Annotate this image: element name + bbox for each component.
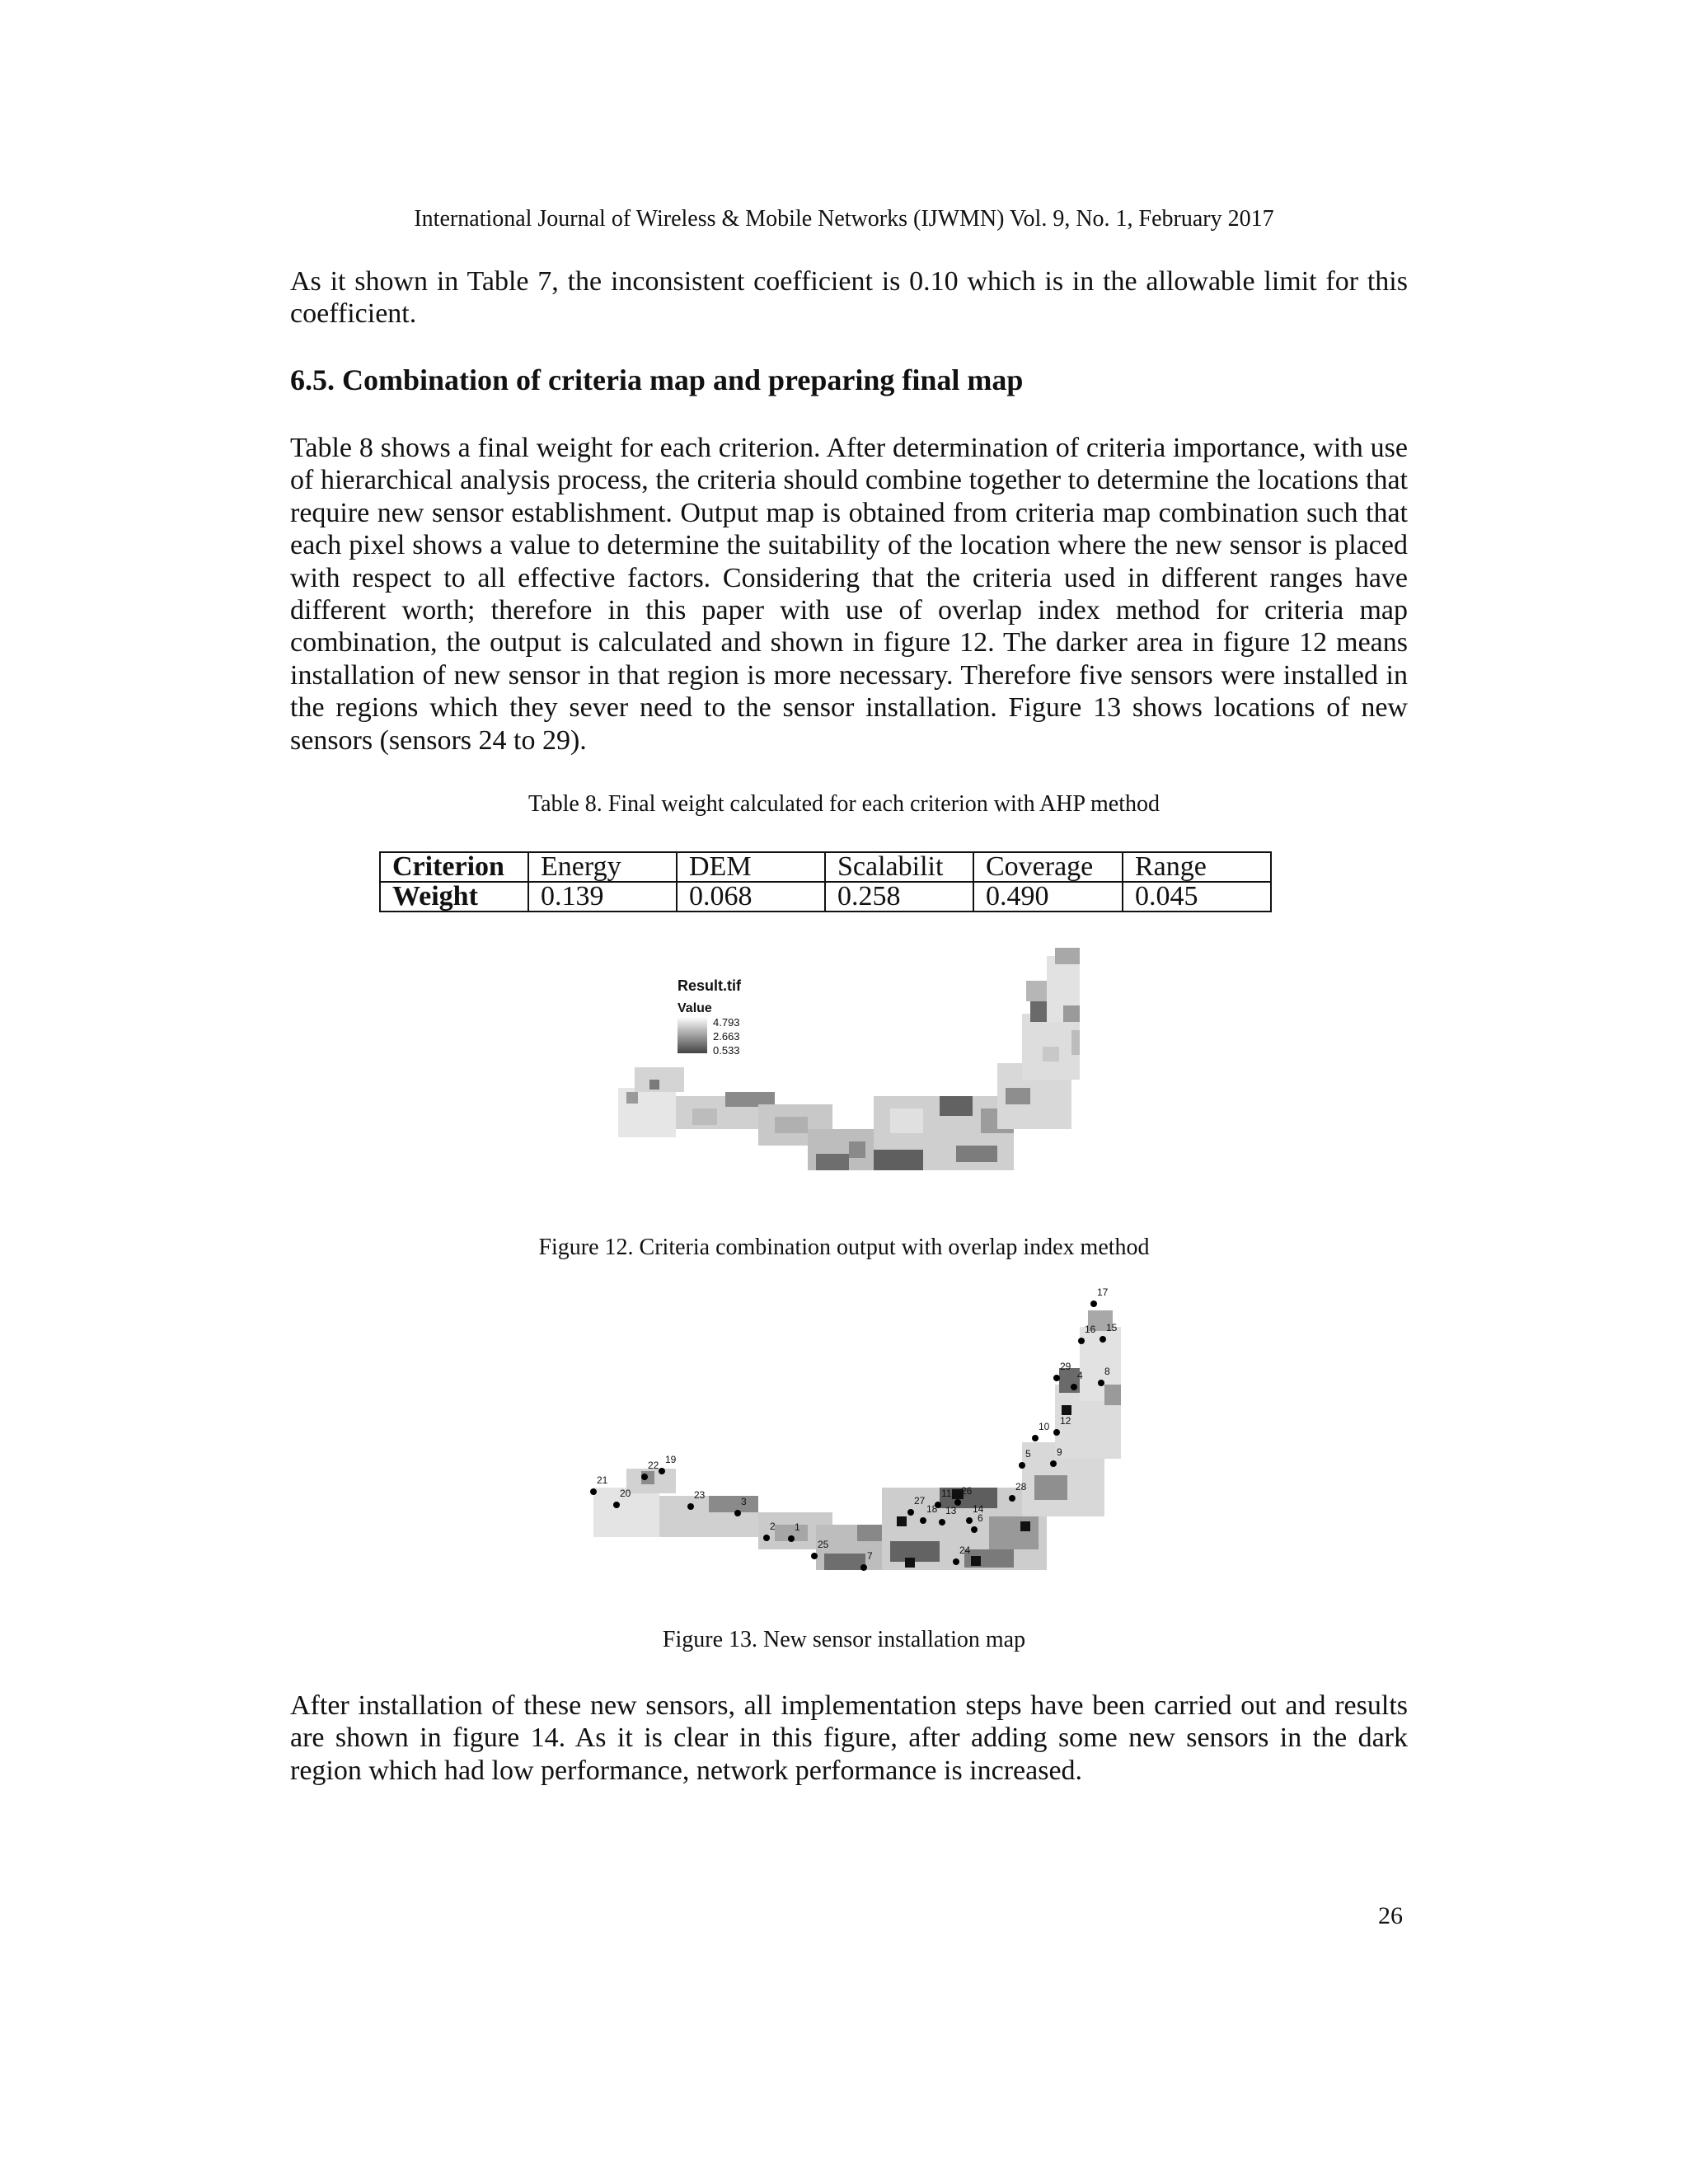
sensor-dot [1090,1301,1097,1307]
sensor-label: 10 [1039,1421,1050,1432]
table-weight-row [380,882,1271,912]
sensor-dot [763,1535,770,1541]
legend-high: 4.793 [713,1016,740,1029]
figure12-legend [678,977,742,1057]
sensor-dot [811,1553,818,1559]
sensor-dot [1053,1375,1060,1381]
sensor-dot [1078,1338,1085,1344]
criterion-energy-cell: Energy [528,852,677,882]
sensor-label: 6 [978,1512,983,1524]
sensor-dot [788,1535,795,1542]
sensor-dot [641,1474,648,1480]
sensor-label: 12 [1060,1415,1071,1427]
sensor-label: 7 [867,1550,873,1562]
sensor-label: 9 [1057,1446,1062,1458]
figure12-raster [610,931,1080,1195]
sensor-dot [1071,1384,1077,1390]
sensor-dot [1053,1429,1060,1436]
sensor-label: 13 [945,1505,957,1516]
legend-subtitle: Value [678,1001,712,1015]
figure12-caption: Figure 12. Criteria combination output with overlap index method [538,1235,1150,1260]
sensor-label: 17 [1097,1286,1109,1298]
sensor-label: 19 [665,1454,677,1465]
intro-paragraph: As it shown in Table 7, the inconsistent coefficient is 0.10 which is in the allowable limit for this coefficient. [290,266,1408,330]
sensor-dot [687,1503,694,1510]
sensor-dot [734,1510,741,1516]
weights-table [379,851,1272,912]
section-heading: 6.5. Combination of criteria map and preparing final map [290,363,1024,396]
section-paragraph: Table 8 shows a final weight for each criterion. After determination of criteria importance, with use of hierarchical analysis process, the criteria should combine together to determine the locations that require new sensor establishment. Output map is obtained from criteria map combination such that each pixel shows a value to determine the suitability of the location where the new sensor is placed with respect to all effective factors. Considering that the criteria used in different ranges have different worth; therefore in this paper with use of overlap index method for criteria map combination, the output is calculated and shown in figure 12. The darker area in figure 12 means installation of new sensor in that region is more necessary. Therefore five sensors were installed in the regions which they sever need to the sensor installation. Figure 13 shows locations of new sensors (sensors 24 to 29). [290,433,1408,756]
sensor-label: 26 [961,1485,973,1497]
sensor-label: 5 [1025,1448,1031,1460]
sensor-label: 23 [694,1489,706,1501]
figure13-shape [593,1310,1121,1570]
sensor-dot [1050,1460,1057,1467]
page-number: 26 [1378,1902,1403,1929]
sensor-dot [971,1526,978,1533]
weight-scalability-cell: 0.258 [825,882,973,912]
sensor-label: 8 [1104,1366,1110,1377]
sensor-label: 3 [741,1496,747,1507]
weight-energy-cell: 0.139 [528,882,677,912]
running-header: International Journal of Wireless & Mobile Networks (IJWMN) Vol. 9, No. 1, February 2017 [414,206,1274,232]
sensor-label: 16 [1085,1324,1096,1335]
criterion-dem-cell: DEM [677,852,825,882]
sensor-dot [590,1488,597,1495]
weight-coverage-cell: 0.490 [973,882,1123,912]
sensor-dot [860,1564,867,1571]
sensor-dot [1098,1380,1104,1386]
legend-gradient [678,1017,707,1053]
sensor-label: 22 [648,1460,659,1471]
weight-header-cell: Weight [380,882,528,912]
criterion-header-cell: Criterion [380,852,528,882]
sensor-dot [1100,1336,1106,1343]
sensor-label: 15 [1106,1322,1118,1333]
sensor-label: 14 [973,1503,984,1515]
weight-dem-cell: 0.068 [677,882,825,912]
sensor-dot [1009,1495,1015,1502]
figure13-map [577,1277,1121,1591]
sensor-dot [907,1509,914,1516]
figure12-map [610,931,1080,1195]
weight-range-cell: 0.045 [1123,882,1271,912]
sensor-label: 28 [1015,1481,1027,1493]
sensor-dot [1019,1462,1025,1469]
sensor-10 [1032,1421,1050,1441]
legend-title: Result.tif [678,977,742,994]
sensor-dot [613,1502,620,1508]
sensor-dot [939,1519,945,1526]
sensor-label: 4 [1077,1370,1083,1381]
figure13-caption: Figure 13. New sensor installation map [662,1627,1026,1652]
table-header-row [380,852,1271,882]
criterion-range-cell: Range [1123,852,1271,882]
sensor-dot [659,1468,665,1474]
criterion-scalability-cell: Scalabilit [825,852,973,882]
closing-paragraph: After installation of these new sensors, all implementation steps have been carried out and results are shown in figure 14. As it is clear in this figure, after adding some new sensors in the dark region which had low performance, network performance is increased. [290,1690,1408,1786]
sensor-dot [966,1517,973,1524]
figure13-raster [577,1277,1121,1591]
sensor-label: 24 [959,1544,971,1556]
sensor-label: 20 [620,1488,631,1499]
sensor-label: 18 [926,1503,938,1515]
table8-caption: Table 8. Final weight calculated for each criterion with AHP method [528,791,1160,817]
sensor-label: 21 [597,1474,608,1486]
criterion-coverage-cell: Coverage [973,852,1123,882]
sensor-dot [953,1558,959,1565]
legend-low: 0.533 [713,1044,740,1057]
sensor-label: 2 [770,1521,776,1532]
sensor-label: 25 [818,1539,829,1550]
sensor-17 [1090,1286,1109,1307]
sensor-label: 27 [914,1495,926,1507]
sensor-label: 29 [1060,1361,1071,1372]
legend-mid: 2.663 [713,1030,740,1043]
sensor-label: 1 [795,1521,800,1533]
sensor-label: 11 [941,1488,952,1499]
sensor-dot [920,1517,926,1524]
sensor-dot [1032,1435,1039,1441]
